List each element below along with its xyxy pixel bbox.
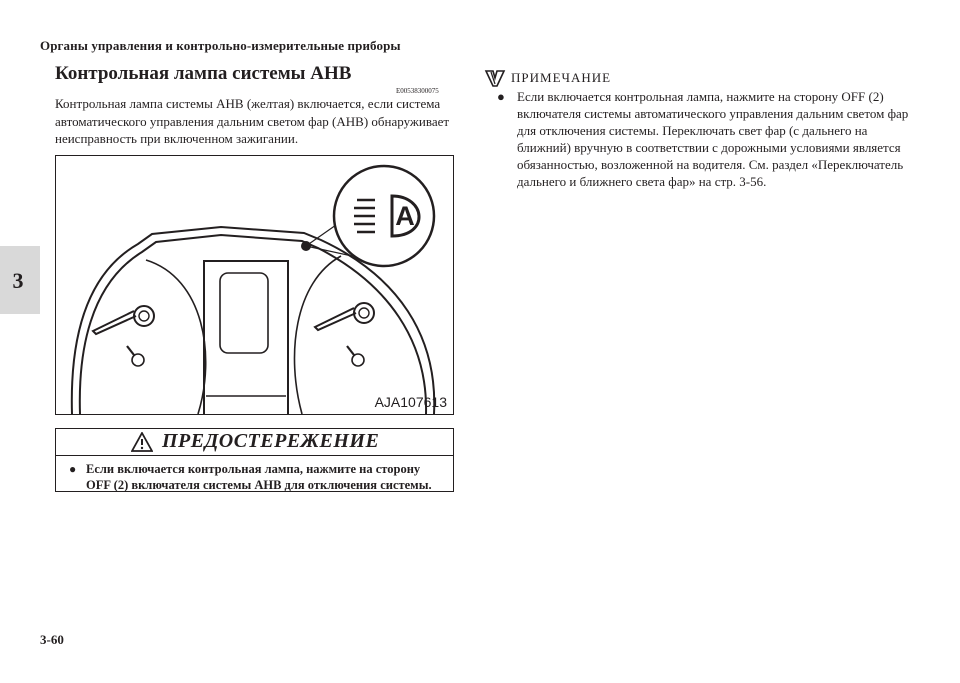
page-number: 3-60 — [40, 632, 64, 647]
warning-title: ПРЕДОСТЕРЕЖЕНИЕ — [162, 430, 380, 452]
note-pencil-icon — [483, 68, 507, 88]
warning-item — [66, 461, 447, 493]
section-body: Контрольная лампа системы АНВ (желтая) включается, если система автоматического управления дальним светом фар (АНВ) обнаруживает неисправность при включенном зажигании. — [55, 96, 450, 146]
warning-box — [55, 428, 454, 492]
chapter-number: 3 — [12, 268, 24, 293]
warning-triangle-icon — [131, 432, 153, 452]
warning-header — [56, 429, 453, 456]
note-text: Если включается контрольная лампа, нажмите на сторону OFF (2) включателя системы автоматического управления дальним светом фар для отключения системы. Переключать свет фар (с дальнего на ближний) вручную в соответствии с дорожными условиями является обязанностью, возложенной на водителя. См. раздел «Переключатель дальнего и ближнего света фар» на стр. 3-56. — [517, 89, 909, 189]
note-bullet: ● — [497, 89, 505, 104]
warning-bullet: ● — [69, 462, 77, 476]
note-item — [497, 88, 912, 190]
ahb-icon-letter: A — [395, 201, 415, 231]
instrument-cluster-illustration — [56, 156, 453, 414]
note-title: ПРИМЕЧАНИЕ — [511, 70, 612, 85]
ahb-indicator-dot — [301, 241, 311, 251]
instrument-cluster-figure — [55, 155, 454, 415]
running-header: Органы управления и контрольно-измерительные приборы — [40, 38, 401, 53]
section-code: E00538300075 — [396, 87, 439, 95]
figure-label: AJA107613 — [374, 394, 447, 410]
section-title: Контрольная лампа системы АНВ — [55, 63, 352, 84]
warning-text: Если включается контрольная лампа, нажмите на сторону OFF (2) включателя системы АНВ для отключения системы. — [86, 462, 432, 492]
